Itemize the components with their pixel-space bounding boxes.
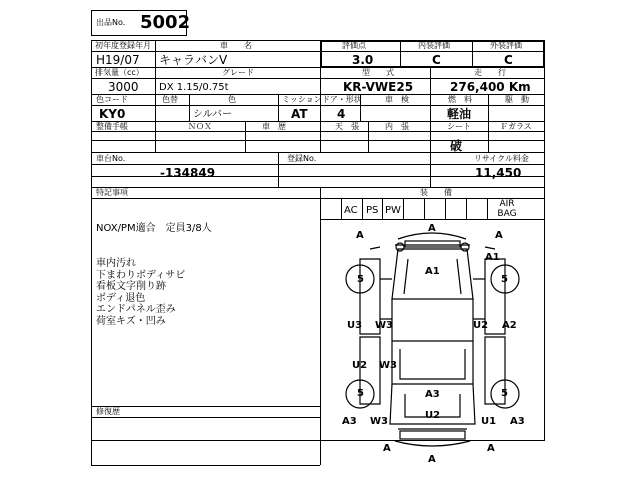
year-label: 初年度登録年月 [95, 41, 151, 50]
drive-label: 駆 動 [505, 95, 529, 104]
mark-front-center: A [428, 223, 436, 234]
mark-tire-rl: 5 [357, 388, 364, 399]
inner-label: 内 張 [385, 122, 409, 131]
chassis-value: -134849 [160, 166, 216, 180]
model-value: キャラバンV [159, 53, 228, 67]
transmission-label: ミッション [282, 95, 322, 104]
nox-label: ＮＯＸ [188, 122, 212, 131]
displacement-label: 排気量（cc） [95, 68, 144, 77]
grade-label: グレード [222, 68, 254, 77]
grade-value: DX 1.15/0.75t [159, 82, 229, 93]
equip-airbag: AIR BAG [497, 199, 517, 219]
manual-label: 整備手帳 [96, 122, 128, 131]
reg-label: 登録No. [287, 154, 317, 163]
mark-front-left: A [356, 230, 364, 241]
color-label: 色 [228, 95, 236, 104]
recycle-label: リサイクル料金 [474, 154, 529, 163]
interior-label: 内装評価 [418, 41, 450, 50]
vehicle-diagram [320, 219, 545, 465]
glass-label: Ｆガラス [500, 122, 532, 131]
notes-item: 下まわりボディサビ [96, 269, 186, 281]
transmission-value: AT [291, 107, 308, 121]
mark-a1-hood: A1 [425, 266, 440, 277]
notes-item: 荷室キズ・凹み [96, 315, 166, 327]
mark-tire-rr: 5 [501, 388, 508, 399]
chassis-label: 車台No. [96, 154, 126, 163]
mark-u2-rear: U2 [425, 410, 441, 421]
score-value: 3.0 [352, 53, 374, 67]
mark-rear-left: A [383, 443, 391, 454]
mark-w3-rl: W3 [370, 416, 388, 427]
notes-label: 特記事項 [96, 188, 128, 197]
mark-u1-rr: U1 [481, 416, 497, 427]
notes-line1: NOX/PM適合 定員3/8人 [96, 223, 212, 234]
color-code-label: 色コード [96, 95, 128, 104]
roof-label: 天 張 [335, 122, 359, 131]
fuel-label: 燃 料 [448, 95, 472, 104]
color-value: シルバー [193, 109, 233, 120]
score-label: 評価点 [342, 41, 366, 50]
equip-ps: PS [366, 205, 379, 216]
mark-w3-left: W3 [375, 320, 393, 331]
seat-label: シート [447, 122, 471, 131]
mark-a1-right: A1 [485, 252, 500, 263]
mark-a3-rl: A3 [342, 416, 357, 427]
repair-label: 修復歴 [96, 407, 120, 416]
equip-pw: PW [385, 205, 401, 216]
lot-number: 5002 [140, 12, 191, 33]
mark-a2-right: A2 [502, 320, 517, 331]
fuel-value: 軽油 [447, 107, 472, 121]
color-type-label: 色替 [162, 95, 178, 104]
mark-rear-center: A [428, 454, 436, 465]
history-label: 車 歴 [262, 122, 286, 131]
mark-a3-center: A3 [425, 389, 440, 400]
recycle-value: 11,450 [475, 166, 522, 180]
type-value: KR-VWE25 [343, 80, 414, 94]
mark-front-right: A [495, 230, 503, 241]
exterior-value: C [504, 53, 513, 67]
mark-tire-fl: 5 [357, 274, 364, 285]
model-label: 車 名 [220, 41, 252, 50]
mark-u3-left: U3 [347, 320, 363, 331]
notes-item: エンドパネル歪み [96, 304, 176, 315]
mileage-value: 276,400 Km [450, 80, 531, 94]
lot-label: 出品No. [96, 18, 126, 27]
notes-item: 看板文字削り跡 [96, 281, 166, 292]
doors-label: ドア・形状 [322, 95, 362, 104]
year-value: H19/07 [96, 53, 140, 67]
notes-item: 車内汚れ [96, 258, 136, 269]
mark-rear-right: A [487, 443, 495, 454]
mark-u2-left: U2 [352, 360, 368, 371]
mark-w3-left2: W3 [379, 360, 397, 371]
mark-a3-rr: A3 [510, 416, 525, 427]
equipment-label: 装 備 [420, 188, 452, 197]
displacement-value: 3000 [108, 80, 139, 94]
interior-value: C [432, 53, 441, 67]
color-code-value: KY0 [99, 107, 126, 121]
exterior-label: 外装評価 [490, 41, 522, 50]
mark-tire-fr: 5 [501, 274, 508, 285]
notes-item: ボディ退色 [96, 292, 146, 304]
type-label: 型 式 [362, 68, 394, 77]
inspection-label: 車 検 [385, 95, 409, 104]
equip-ac: AC [344, 205, 358, 216]
mark-u2-right: U2 [473, 320, 489, 331]
doors-value: 4 [337, 107, 346, 121]
mileage-label: 走 行 [474, 68, 506, 77]
seat-value: 破 [450, 139, 463, 153]
